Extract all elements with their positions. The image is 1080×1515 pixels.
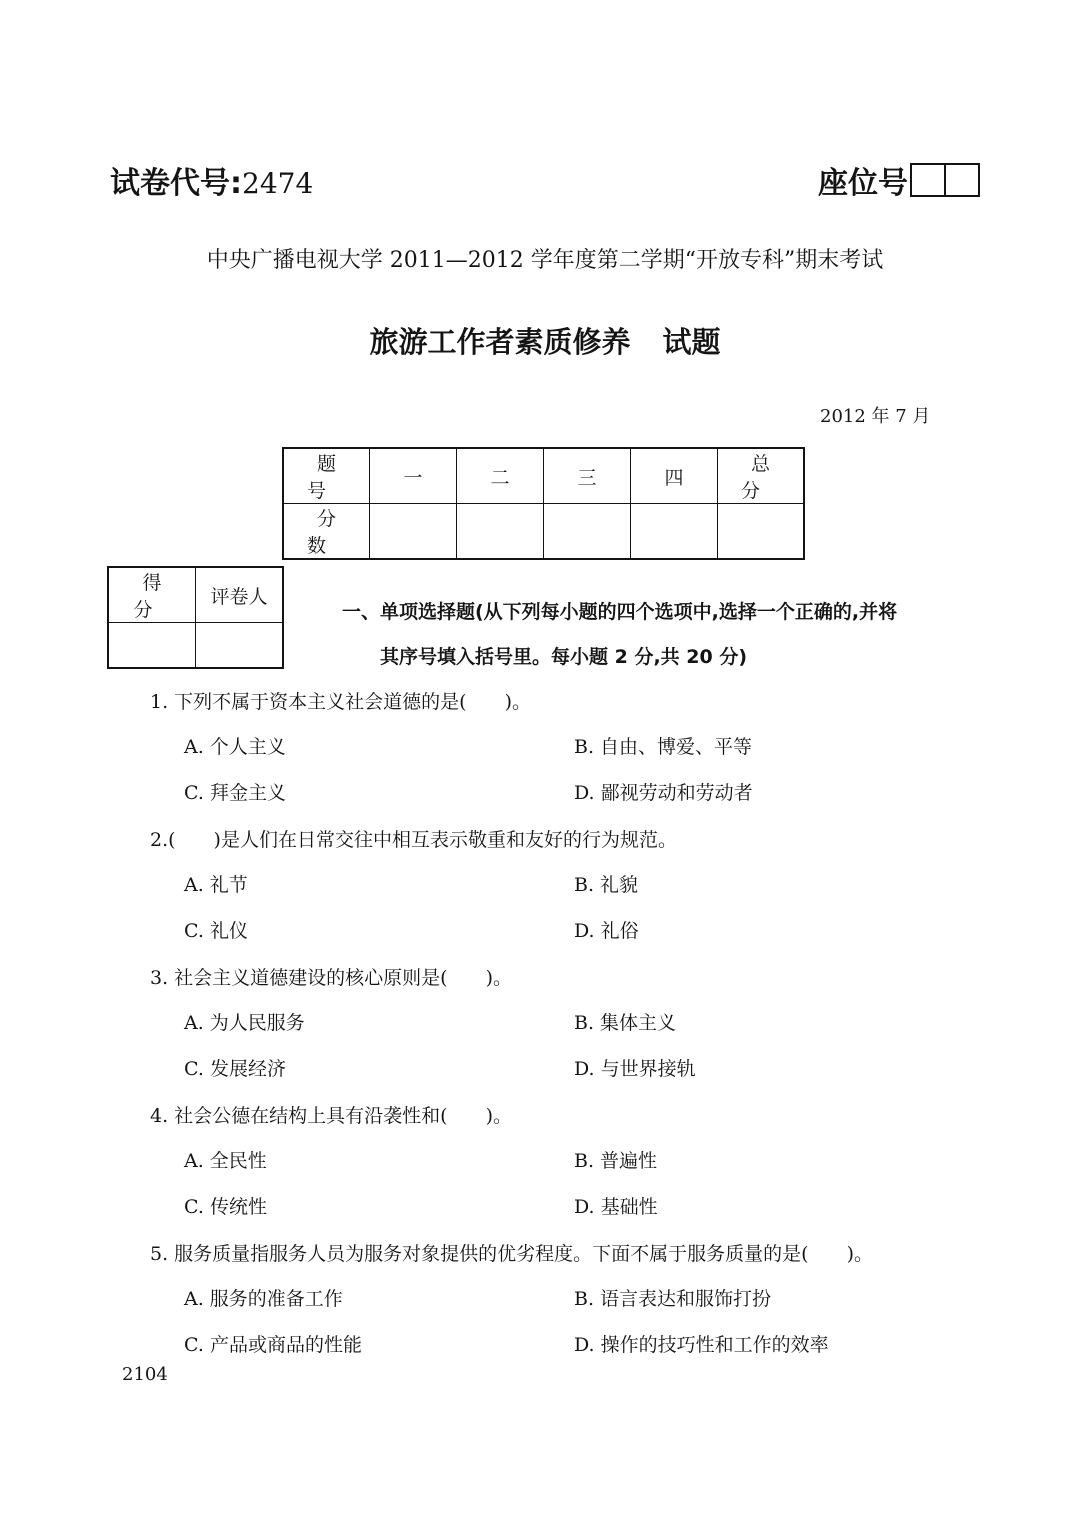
exam-title: 旅游工作者素质修养 试题 bbox=[369, 325, 721, 359]
score-table-cell: 二 bbox=[457, 448, 544, 504]
option-d: D. 礼俗 bbox=[574, 920, 639, 942]
question-stem: 3. 社会主义道德建设的核心原则是( )。 bbox=[150, 967, 512, 989]
option-d: D. 鄙视劳动和劳动者 bbox=[574, 782, 753, 804]
grader-label: 评卷人 bbox=[196, 567, 284, 623]
option-b: B. 普遍性 bbox=[574, 1150, 658, 1172]
seat-box bbox=[910, 163, 946, 197]
score-blank-cell bbox=[544, 504, 631, 560]
option-b: B. 自由、博爱、平等 bbox=[574, 736, 753, 758]
option-c: C. 传统性 bbox=[184, 1196, 267, 1218]
grader-blank-cell bbox=[108, 623, 196, 669]
option-a: A. 服务的准备工作 bbox=[184, 1288, 343, 1310]
page-number: 2104 bbox=[122, 1364, 168, 1385]
score-blank-cell bbox=[718, 504, 805, 560]
score-blank-cell bbox=[370, 504, 457, 560]
exam-date: 2012 年 7 月 bbox=[820, 406, 931, 427]
score-table bbox=[282, 447, 805, 560]
option-b: B. 礼貌 bbox=[574, 874, 639, 896]
score-blank-cell bbox=[631, 504, 718, 560]
seat-boxes bbox=[910, 163, 980, 197]
score-blank-cell bbox=[457, 504, 544, 560]
score-table-score-row bbox=[283, 504, 804, 560]
option-c: C. 拜金主义 bbox=[184, 782, 286, 804]
score-table-cell: 一 bbox=[370, 448, 457, 504]
option-c: C. 礼仪 bbox=[184, 920, 248, 942]
question-stem: 5. 服务质量指服务人员为服务对象提供的优劣程度。下面不属于服务质量的是( )。 bbox=[150, 1243, 873, 1265]
seat-box bbox=[946, 163, 980, 197]
option-a: A. 为人民服务 bbox=[184, 1012, 305, 1034]
seat-label: 座位号 bbox=[818, 166, 908, 201]
seat-number bbox=[818, 158, 980, 202]
option-a: A. 礼节 bbox=[184, 874, 248, 896]
score-table-cell: 三 bbox=[544, 448, 631, 504]
option-d: D. 操作的技巧性和工作的效率 bbox=[574, 1334, 829, 1356]
paper-code-value: 2474 bbox=[242, 167, 314, 200]
score-table-cell: 分数 bbox=[283, 504, 370, 560]
option-a: A. 全民性 bbox=[184, 1150, 267, 1172]
grader-blank-cell bbox=[196, 623, 284, 669]
question-stem: 2.( )是人们在日常交往中相互表示敬重和友好的行为规范。 bbox=[150, 829, 677, 851]
option-a: A. 个人主义 bbox=[184, 736, 286, 758]
paper-code bbox=[110, 158, 313, 202]
question-stem: 1. 下列不属于资本主义社会道德的是( )。 bbox=[150, 691, 531, 713]
option-b: B. 集体主义 bbox=[574, 1012, 677, 1034]
section-title-continued: 其序号填入括号里。每小题 2 分,共 20 分) bbox=[380, 646, 748, 668]
score-table-header-row bbox=[283, 448, 804, 504]
score-table-cell: 总分 bbox=[718, 448, 805, 504]
option-c: C. 产品或商品的性能 bbox=[184, 1334, 362, 1356]
paper-code-label: 试卷代号: bbox=[110, 166, 242, 201]
grader-table bbox=[107, 566, 284, 669]
score-table-cell: 四 bbox=[631, 448, 718, 504]
grader-score-label: 得分 bbox=[108, 567, 196, 623]
option-c: C. 发展经济 bbox=[184, 1058, 286, 1080]
section-title: 一、单项选择题(从下列每小题的四个选项中,选择一个正确的,并将 bbox=[342, 601, 898, 623]
option-d: D. 与世界接轨 bbox=[574, 1058, 696, 1080]
option-d: D. 基础性 bbox=[574, 1196, 658, 1218]
option-b: B. 语言表达和服饰打扮 bbox=[574, 1288, 772, 1310]
score-table-cell: 题号 bbox=[283, 448, 370, 504]
university-line: 中央广播电视大学 2011—2012 学年度第二学期“开放专科”期末考试 bbox=[206, 248, 884, 273]
question-stem: 4. 社会公德在结构上具有沿袭性和( )。 bbox=[150, 1105, 512, 1127]
